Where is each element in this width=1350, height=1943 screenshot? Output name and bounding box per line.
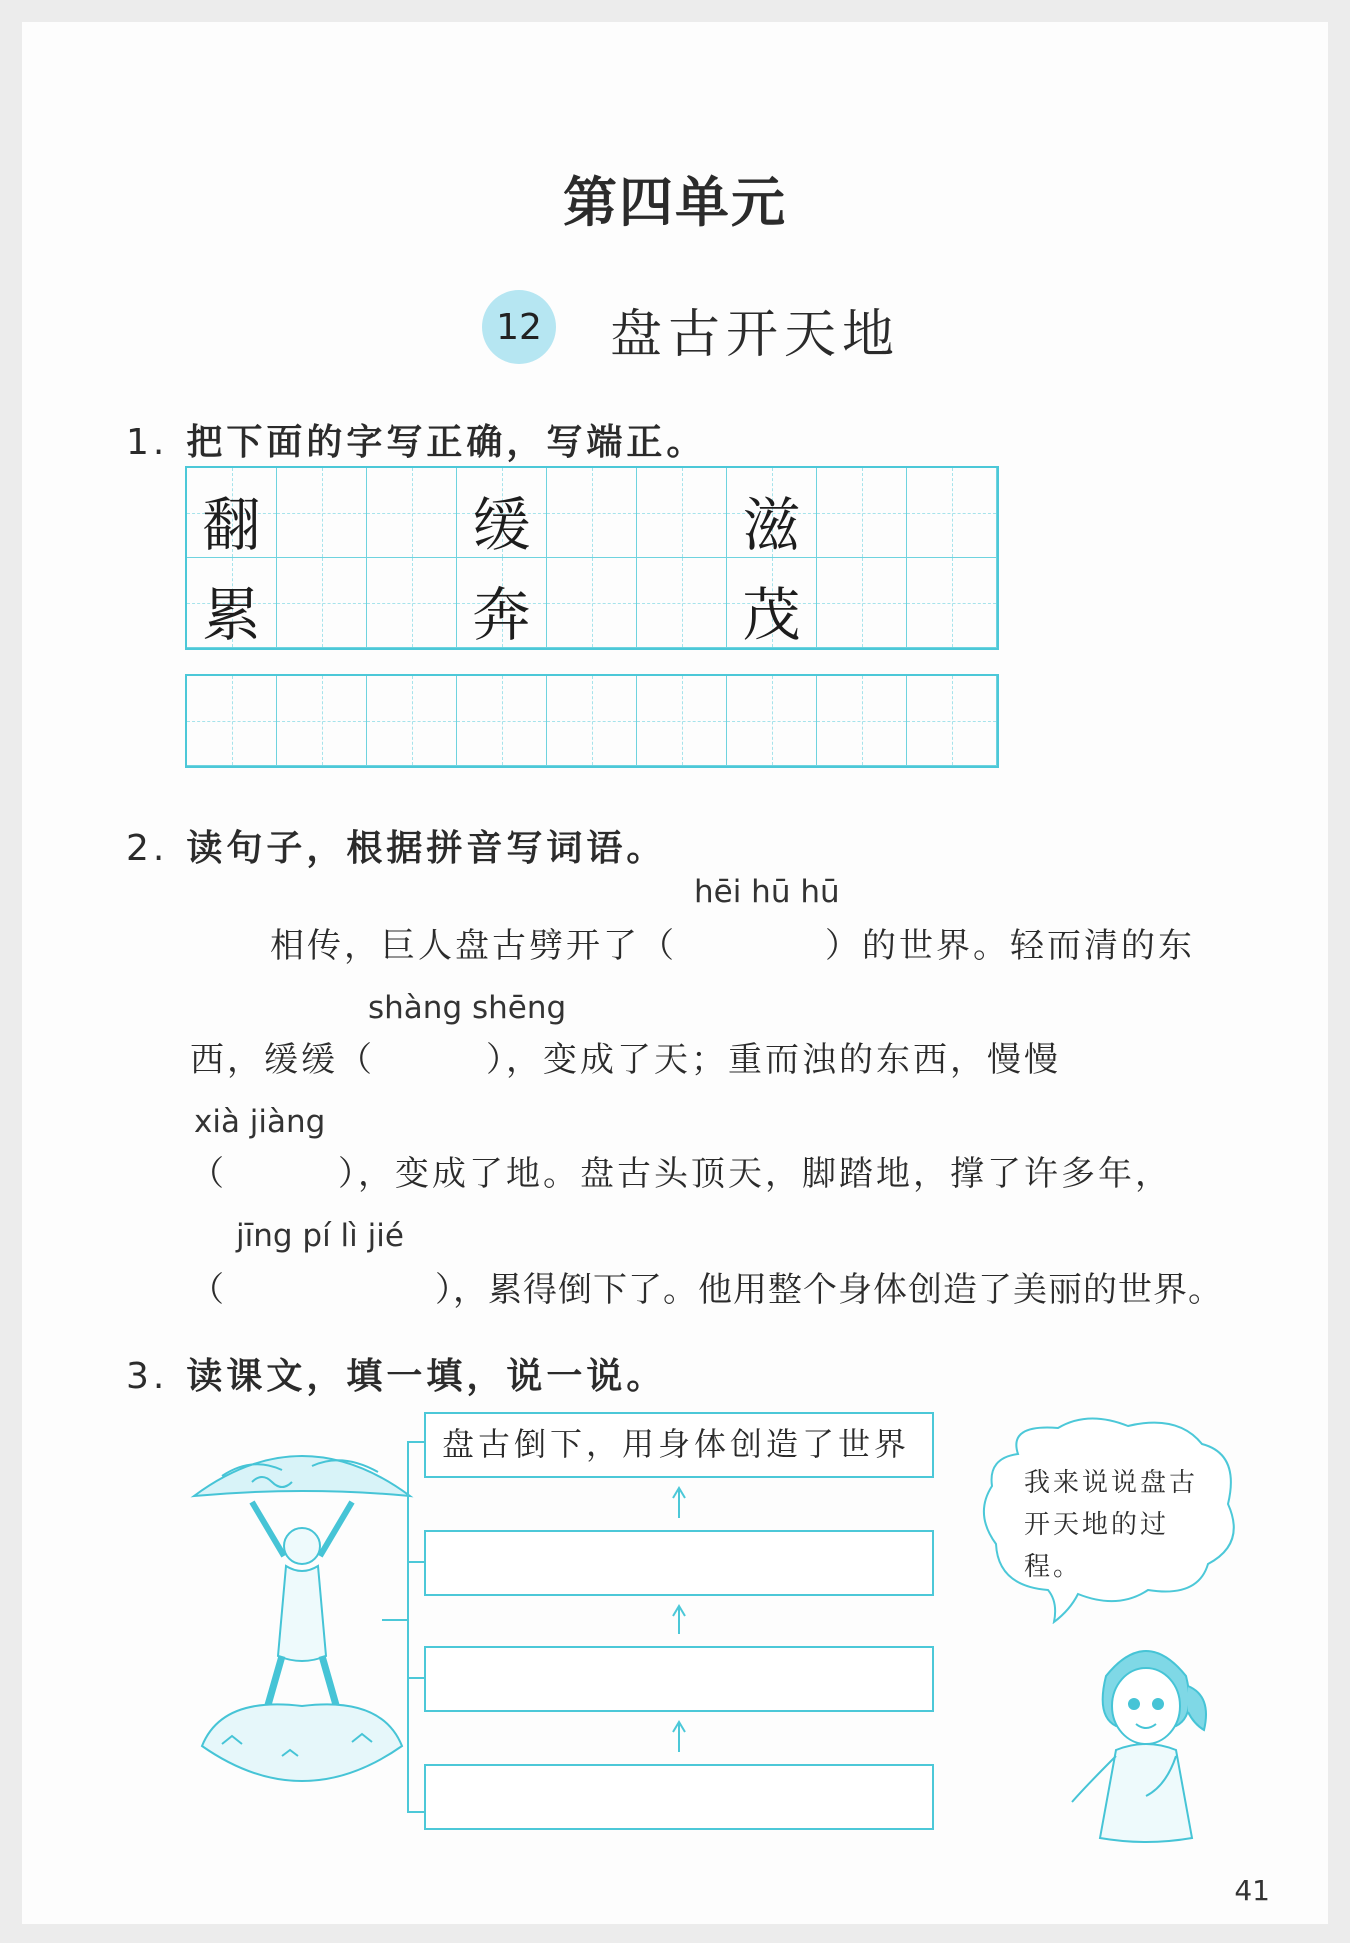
grid-cell: [187, 558, 277, 648]
question-2: [126, 820, 666, 871]
question-1-number: 1.: [126, 422, 169, 463]
girl-illustration: [1056, 1626, 1236, 1846]
grid-cell[interactable]: [367, 676, 457, 766]
sentence-line-4: （ ），累得倒下了。他用整个身体创造了美丽的世界。: [190, 1270, 1223, 1310]
sentence-line-2: 西，缓缓（ ），变成了天；重而浊的东西，慢慢: [190, 1040, 1061, 1080]
flow-box-2[interactable]: [424, 1530, 934, 1596]
grid-cell[interactable]: [187, 676, 277, 766]
question-1: [126, 414, 706, 465]
grid-cell[interactable]: [457, 676, 547, 766]
grid-cell: [727, 468, 817, 558]
speech-bubble-text: 我来说说盘古开天地的过程。: [1024, 1468, 1199, 1582]
model-character: 累: [202, 581, 261, 649]
grid-cell[interactable]: [277, 468, 367, 558]
grid-cell[interactable]: [907, 468, 997, 558]
grid-cell: [457, 468, 547, 558]
grid-cell[interactable]: [817, 676, 907, 766]
grid-cell[interactable]: [277, 558, 367, 648]
sentence-line-3: （ ），变成了地。盘古头顶天，脚踏地，撑了许多年，: [190, 1154, 1172, 1194]
grid-cell[interactable]: [547, 676, 637, 766]
question-2-text: 读句子，根据拼音写词语。: [186, 827, 667, 869]
grid-cell[interactable]: [637, 468, 727, 558]
flow-box-1: 盘古倒下，用身体创造了世界: [424, 1412, 934, 1478]
grid-cell[interactable]: [637, 558, 727, 648]
pinyin-hei-hu-hu: hēi hū hū: [694, 874, 840, 910]
question-3-number: 3.: [126, 1356, 169, 1397]
page-number: 41: [1234, 1874, 1270, 1907]
grid-cell[interactable]: [547, 558, 637, 648]
grid-cell[interactable]: [907, 676, 997, 766]
lesson-number-badge: 12: [482, 290, 556, 364]
question-3: [126, 1348, 666, 1399]
model-character: 翻: [202, 491, 261, 559]
grid-cell[interactable]: [907, 558, 997, 648]
blank-practice-grid: [185, 674, 999, 768]
grid-cell[interactable]: [817, 468, 907, 558]
pinyin-shang-sheng: shàng shēng: [368, 990, 567, 1026]
grid-cell[interactable]: [277, 676, 367, 766]
grid-cell: [187, 468, 277, 558]
model-character: 茂: [742, 581, 801, 649]
grid-cell[interactable]: [637, 676, 727, 766]
lesson-title: 盘古开天地: [610, 305, 901, 365]
grid-cell[interactable]: [817, 558, 907, 648]
question-2-number: 2.: [126, 828, 169, 869]
model-character: 滋: [742, 491, 801, 559]
grid-cell: [727, 558, 817, 648]
pinyin-jing-pi-li-jie: jīng pí lì jié: [236, 1218, 404, 1254]
model-character: 缓: [472, 491, 531, 559]
character-practice-grid: [185, 466, 999, 650]
flow-box-4[interactable]: [424, 1764, 934, 1830]
unit-title: 第四单元: [563, 170, 787, 234]
grid-cell[interactable]: [727, 676, 817, 766]
flow-box-3[interactable]: [424, 1646, 934, 1712]
grid-cell[interactable]: [367, 468, 457, 558]
grid-cell: [457, 558, 547, 648]
grid-cell[interactable]: [367, 558, 457, 648]
grid-cell[interactable]: [547, 468, 637, 558]
question-3-text: 读课文，填一填，说一说。: [186, 1355, 667, 1397]
model-character: 奔: [472, 581, 531, 649]
workbook-page: [22, 22, 1328, 1924]
sentence-line-1: 相传，巨人盘古劈开了（ ）的世界。轻而清的东: [270, 926, 1195, 966]
pinyin-xia-jiang: xià jiàng: [194, 1104, 326, 1140]
question-1-text: 把下面的字写正确，写端正。: [186, 421, 707, 463]
